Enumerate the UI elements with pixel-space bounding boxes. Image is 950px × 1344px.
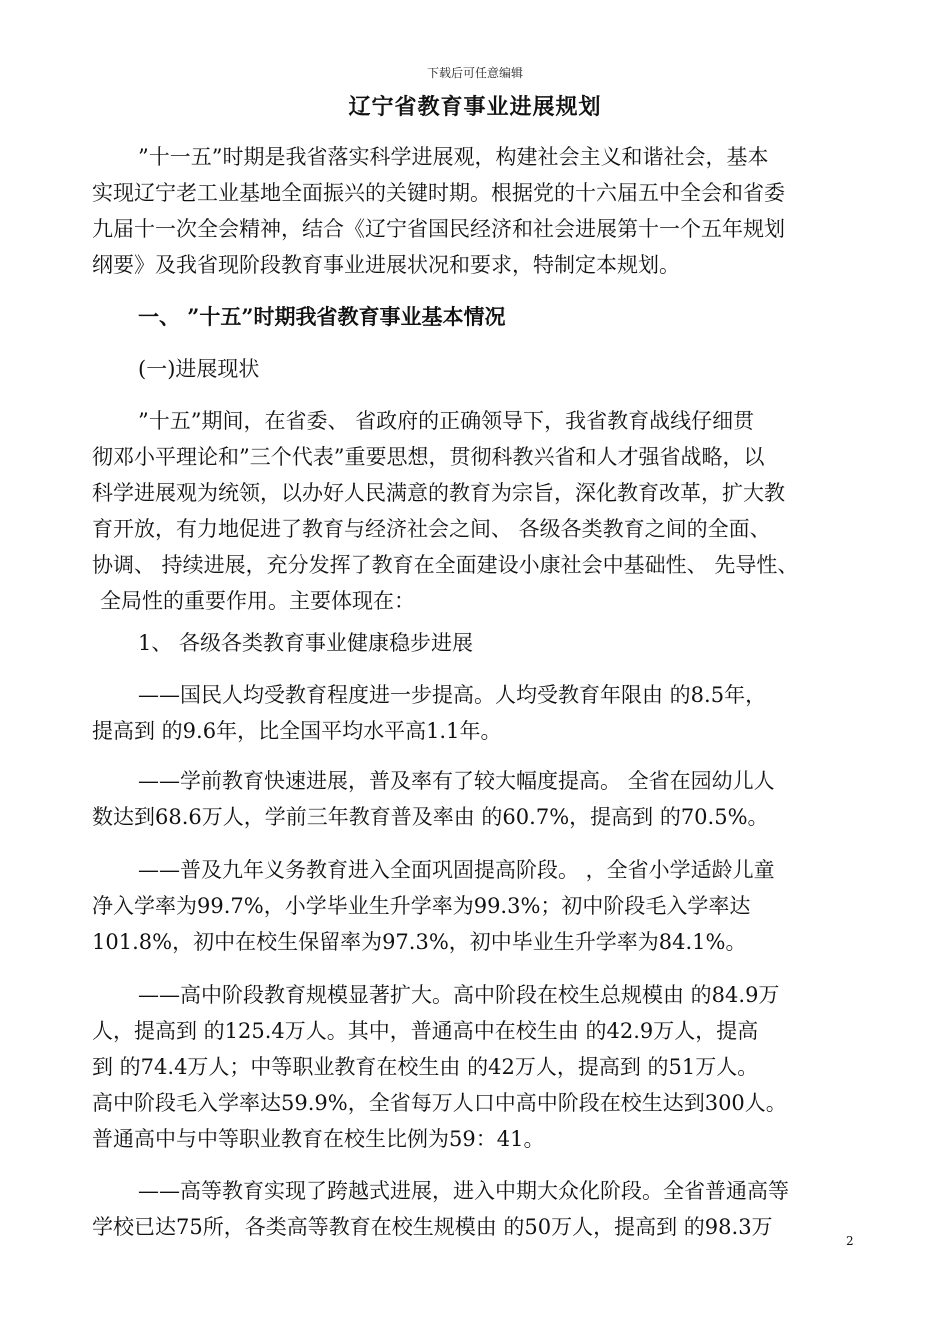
text-line: 人，提高到 的125.4万人。其中，普通高中在校生由 的42.9万人，提高: [92, 1019, 759, 1043]
page-number: 2: [846, 1234, 854, 1248]
text-line: 数达到68.6万人，学前三年教育普及率由 的60.7%，提高到 的70.5%。: [92, 805, 769, 829]
text-line: 全局性的重要作用。主要体现在：: [100, 589, 415, 613]
section-heading: 一、 ”十五”时期我省教育事业基本情况: [138, 304, 506, 329]
text-line: 提高到 的9.6年，比全国平均水平高1.1年。: [92, 719, 502, 743]
text-line: 科学进展观为统领，以办好人民满意的教育为宗旨，深化教育改革，扩大教: [92, 481, 785, 505]
text-line: 九届十一次全会精神，结合《辽宁省国民经济和社会进展第十一个五年规划: [92, 217, 785, 241]
text-line: ——高等教育实现了跨越式进展，进入中期大众化阶段。全省普通高等: [138, 1179, 789, 1203]
text-line: ”十一五”时期是我省落实科学进展观，构建社会主义和谐社会，基本: [138, 145, 769, 169]
text-line: 学校已达75所，各类高等教育在校生规模由 的50万人，提高到 的98.3万: [92, 1215, 773, 1239]
text-line: 协调、 持续进展，充分发挥了教育在全面建设小康社会中基础性、 先导性、: [92, 553, 799, 577]
text-line: 彻邓小平理论和”三个代表”重要思想，贯彻科教兴省和人才强省战略，以: [92, 445, 765, 469]
text-line: ——学前教育快速进展，普及率有了较大幅度提高。 全省在园幼儿人: [138, 769, 775, 793]
text-line: 高中阶段毛入学率达59.9%，全省每万人口中高中阶段在校生达到300人。: [92, 1091, 787, 1115]
text-line: 普通高中与中等职业教育在校生比例为59：41。: [92, 1127, 545, 1151]
header-note: 下载后可任意编辑: [426, 66, 523, 80]
text-line: ——普及九年义务教育进入全面巩固提高阶段。 ，全省小学适龄儿童: [138, 858, 775, 882]
text-line: 101.8%，初中在校生保留率为97.3%，初中毕业生升学率为84.1%。: [92, 930, 747, 954]
document-title: 辽宁省教育事业进展规划: [348, 94, 602, 120]
list-heading: 1、 各级各类教育事业健康稳步进展: [138, 631, 474, 655]
text-line: 到 的74.4万人；中等职业教育在校生由 的42万人，提高到 的51万人。: [92, 1055, 759, 1079]
text-line: 育开放，有力地促进了教育与经济社会之间、 各级各类教育之间的全面、: [92, 517, 771, 541]
text-line: ”十五”期间，在省委、 省政府的正确领导下，我省教育战线仔细贯: [138, 409, 755, 433]
text-line: ——高中阶段教育规模显著扩大。高中阶段在校生总规模由 的84.9万: [138, 983, 780, 1007]
text-line: 实现辽宁老工业基地全面振兴的关键时期。根据党的十六届五中全会和省委: [92, 181, 785, 205]
subsection-heading: (一)进展现状: [138, 357, 260, 381]
text-line: ——国民人均受教育程度进一步提高。人均受教育年限由 的8.5年，: [138, 683, 767, 707]
text-line: 净入学率为99.7%，小学毕业生升学率为99.3%；初中阶段毛入学率达: [92, 894, 751, 918]
text-line: 纲要》及我省现阶段教育事业进展状况和要求，特制定本规划。: [92, 253, 680, 277]
